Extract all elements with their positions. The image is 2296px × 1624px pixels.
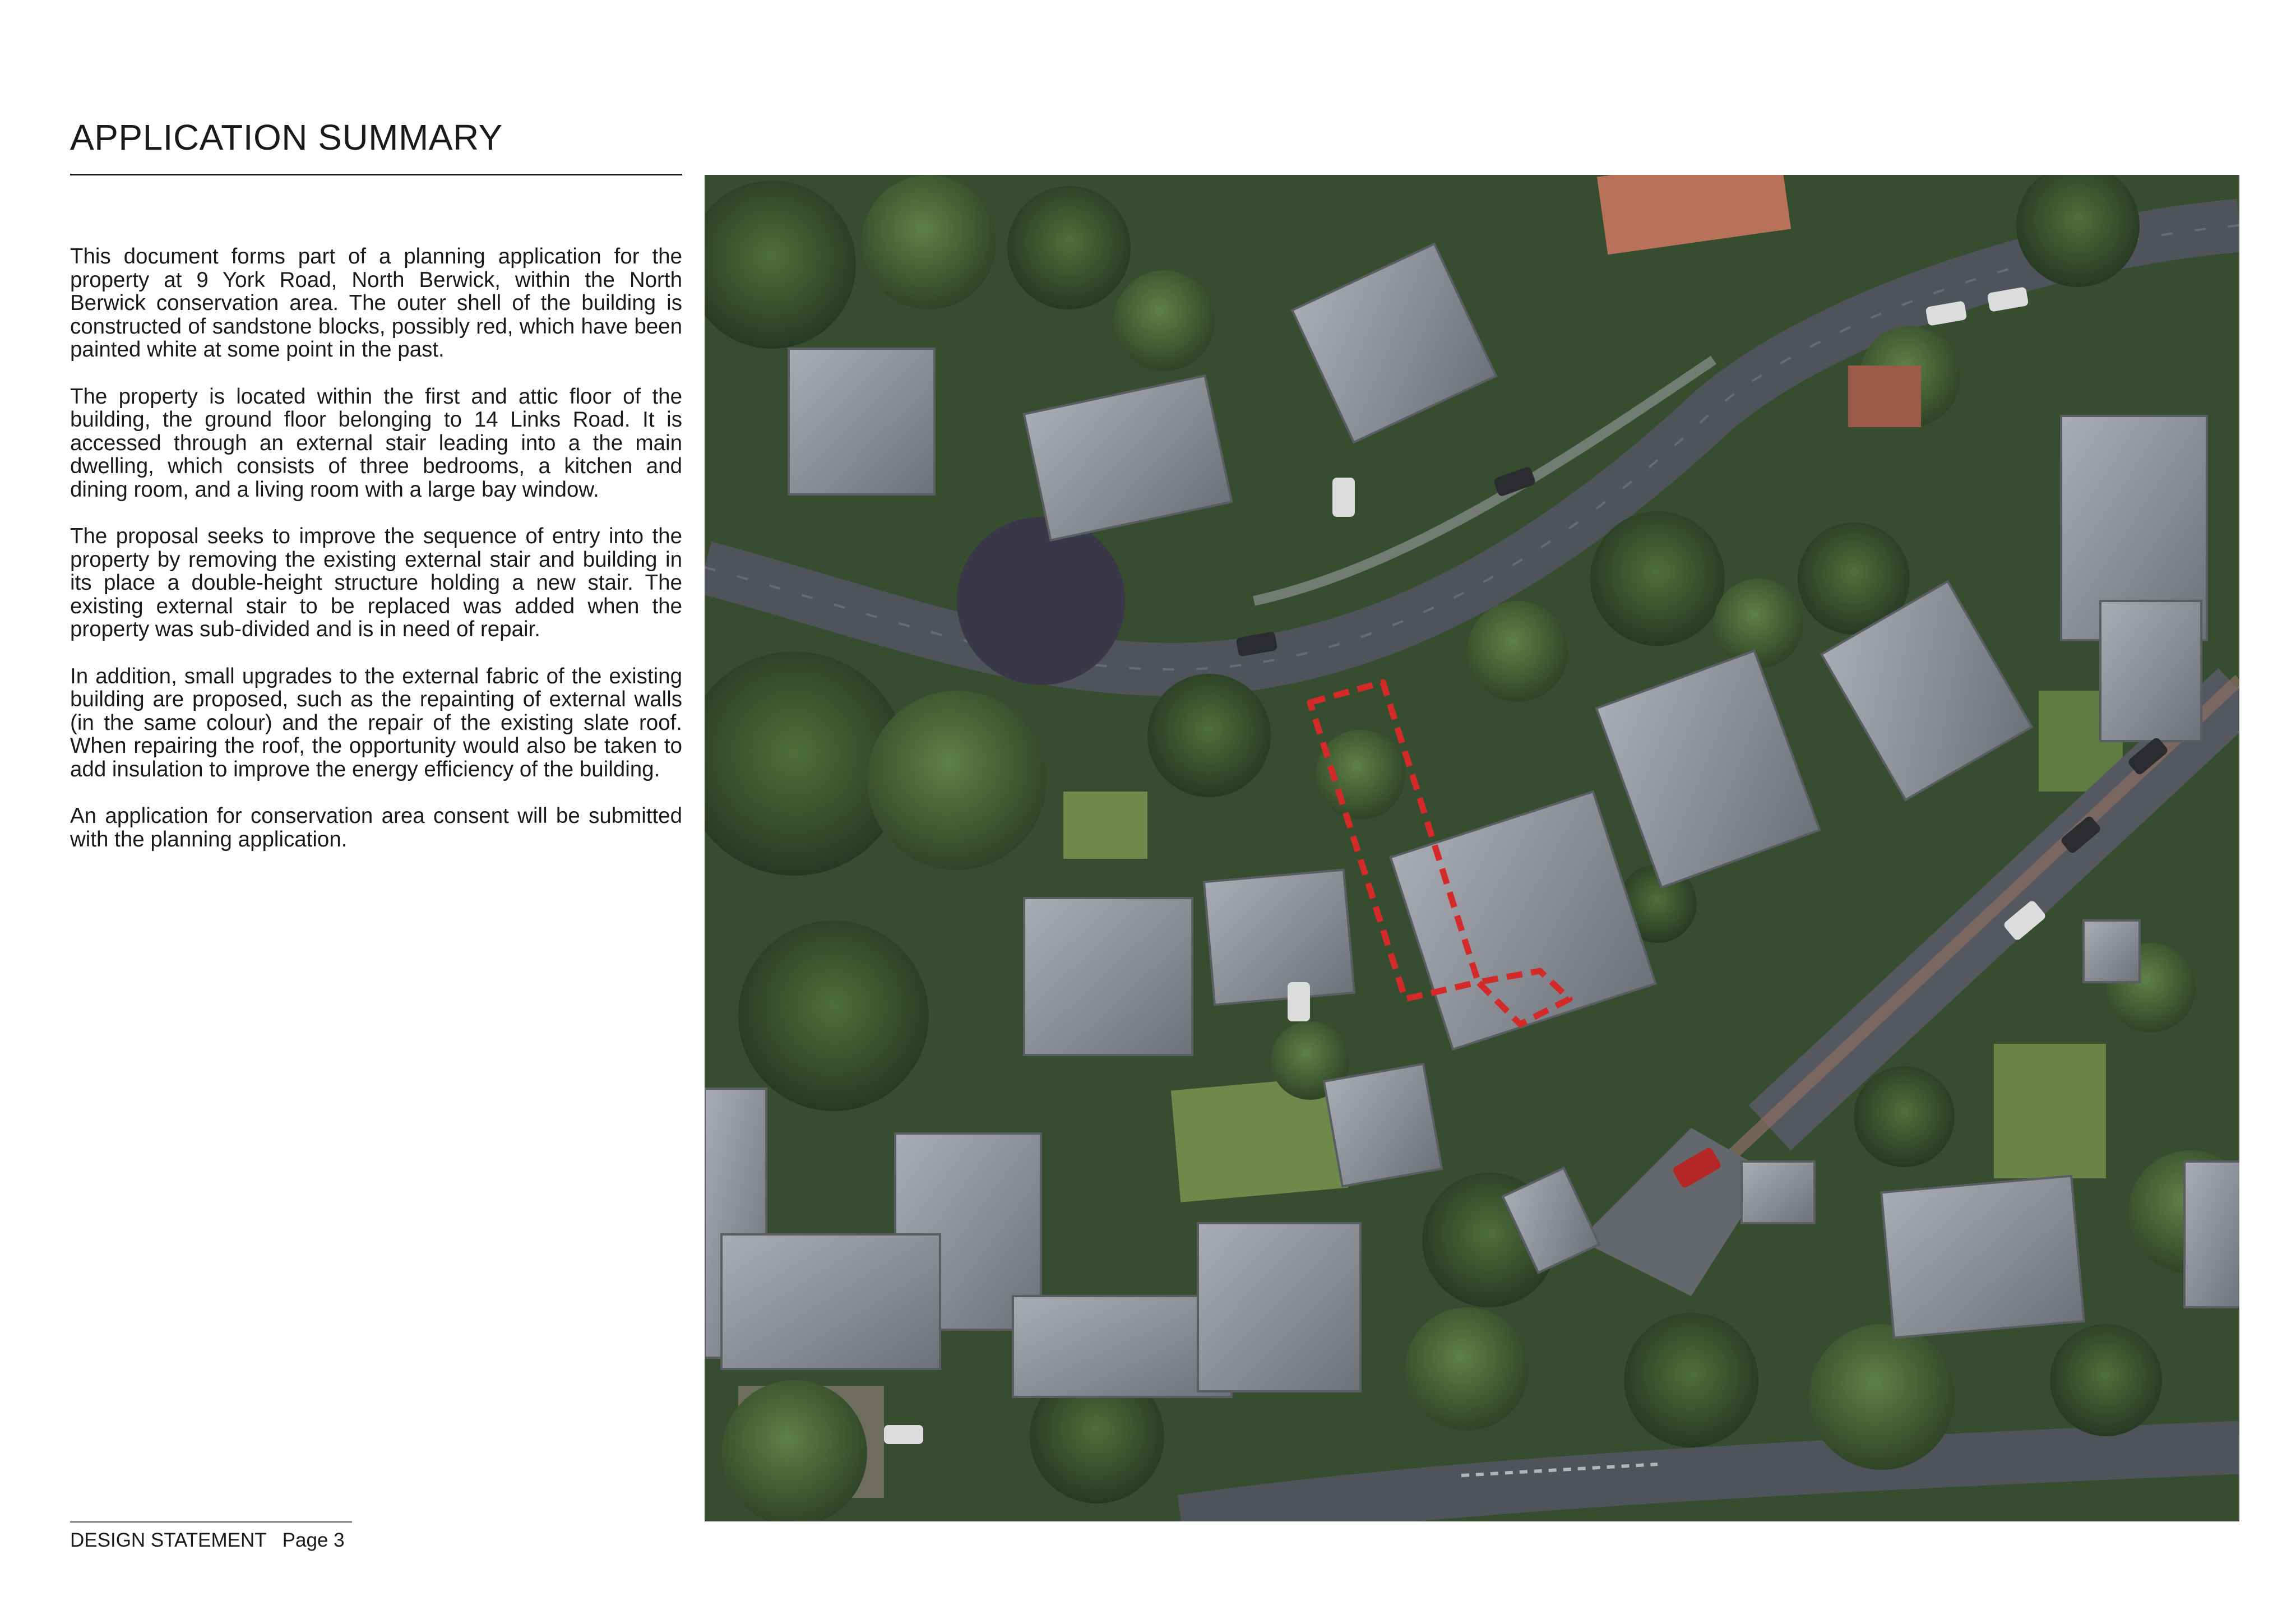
page-title: APPLICATION SUMMARY [70, 117, 503, 158]
page-footer [70, 1529, 345, 1552]
footer-divider [70, 1521, 352, 1523]
footer-label: DESIGN STATEMENT [70, 1529, 267, 1551]
page-number: Page 3 [282, 1529, 345, 1551]
aerial-photo-illustration [705, 175, 2239, 1521]
paragraph-2: The property is located within the first and attic floor of the building, the ground floor belonging to 14 Links Road. It is accessed through an external stair leading into a the main dwelling, which consists of three bedrooms, a kitchen and dining room, and a living room with a large bay window. [70, 384, 682, 502]
aerial-site-photo [705, 175, 2239, 1521]
summary-text [70, 245, 682, 875]
title-divider [70, 174, 682, 175]
paragraph-1: This document forms part of a planning application for the property at 9 York Road, North Berwick, within the North Berwick conservation area. The outer shell of the building is constructed of sandstone blocks, possibly red, which have been painted white at some point in the past. [70, 244, 682, 362]
paragraph-4: In addition, small upgrades to the external fabric of the existing building are proposed, such as the repainting of external walls (in the same colour) and the repair of the existing slate roof. When repairing the roof, the opportunity would also be taken to add insulation to improve the energy efficiency of the building. [70, 664, 682, 781]
paragraph-3: The proposal seeks to improve the sequence of entry into the property by removing the existing external stair and building in its place a double-height structure holding a new stair. The existing external stair to be replaced was added when the property was sub-divided and is in need of repair. [70, 524, 682, 641]
paragraph-5: An application for conservation area consent will be submitted with the planning application. [70, 804, 682, 852]
